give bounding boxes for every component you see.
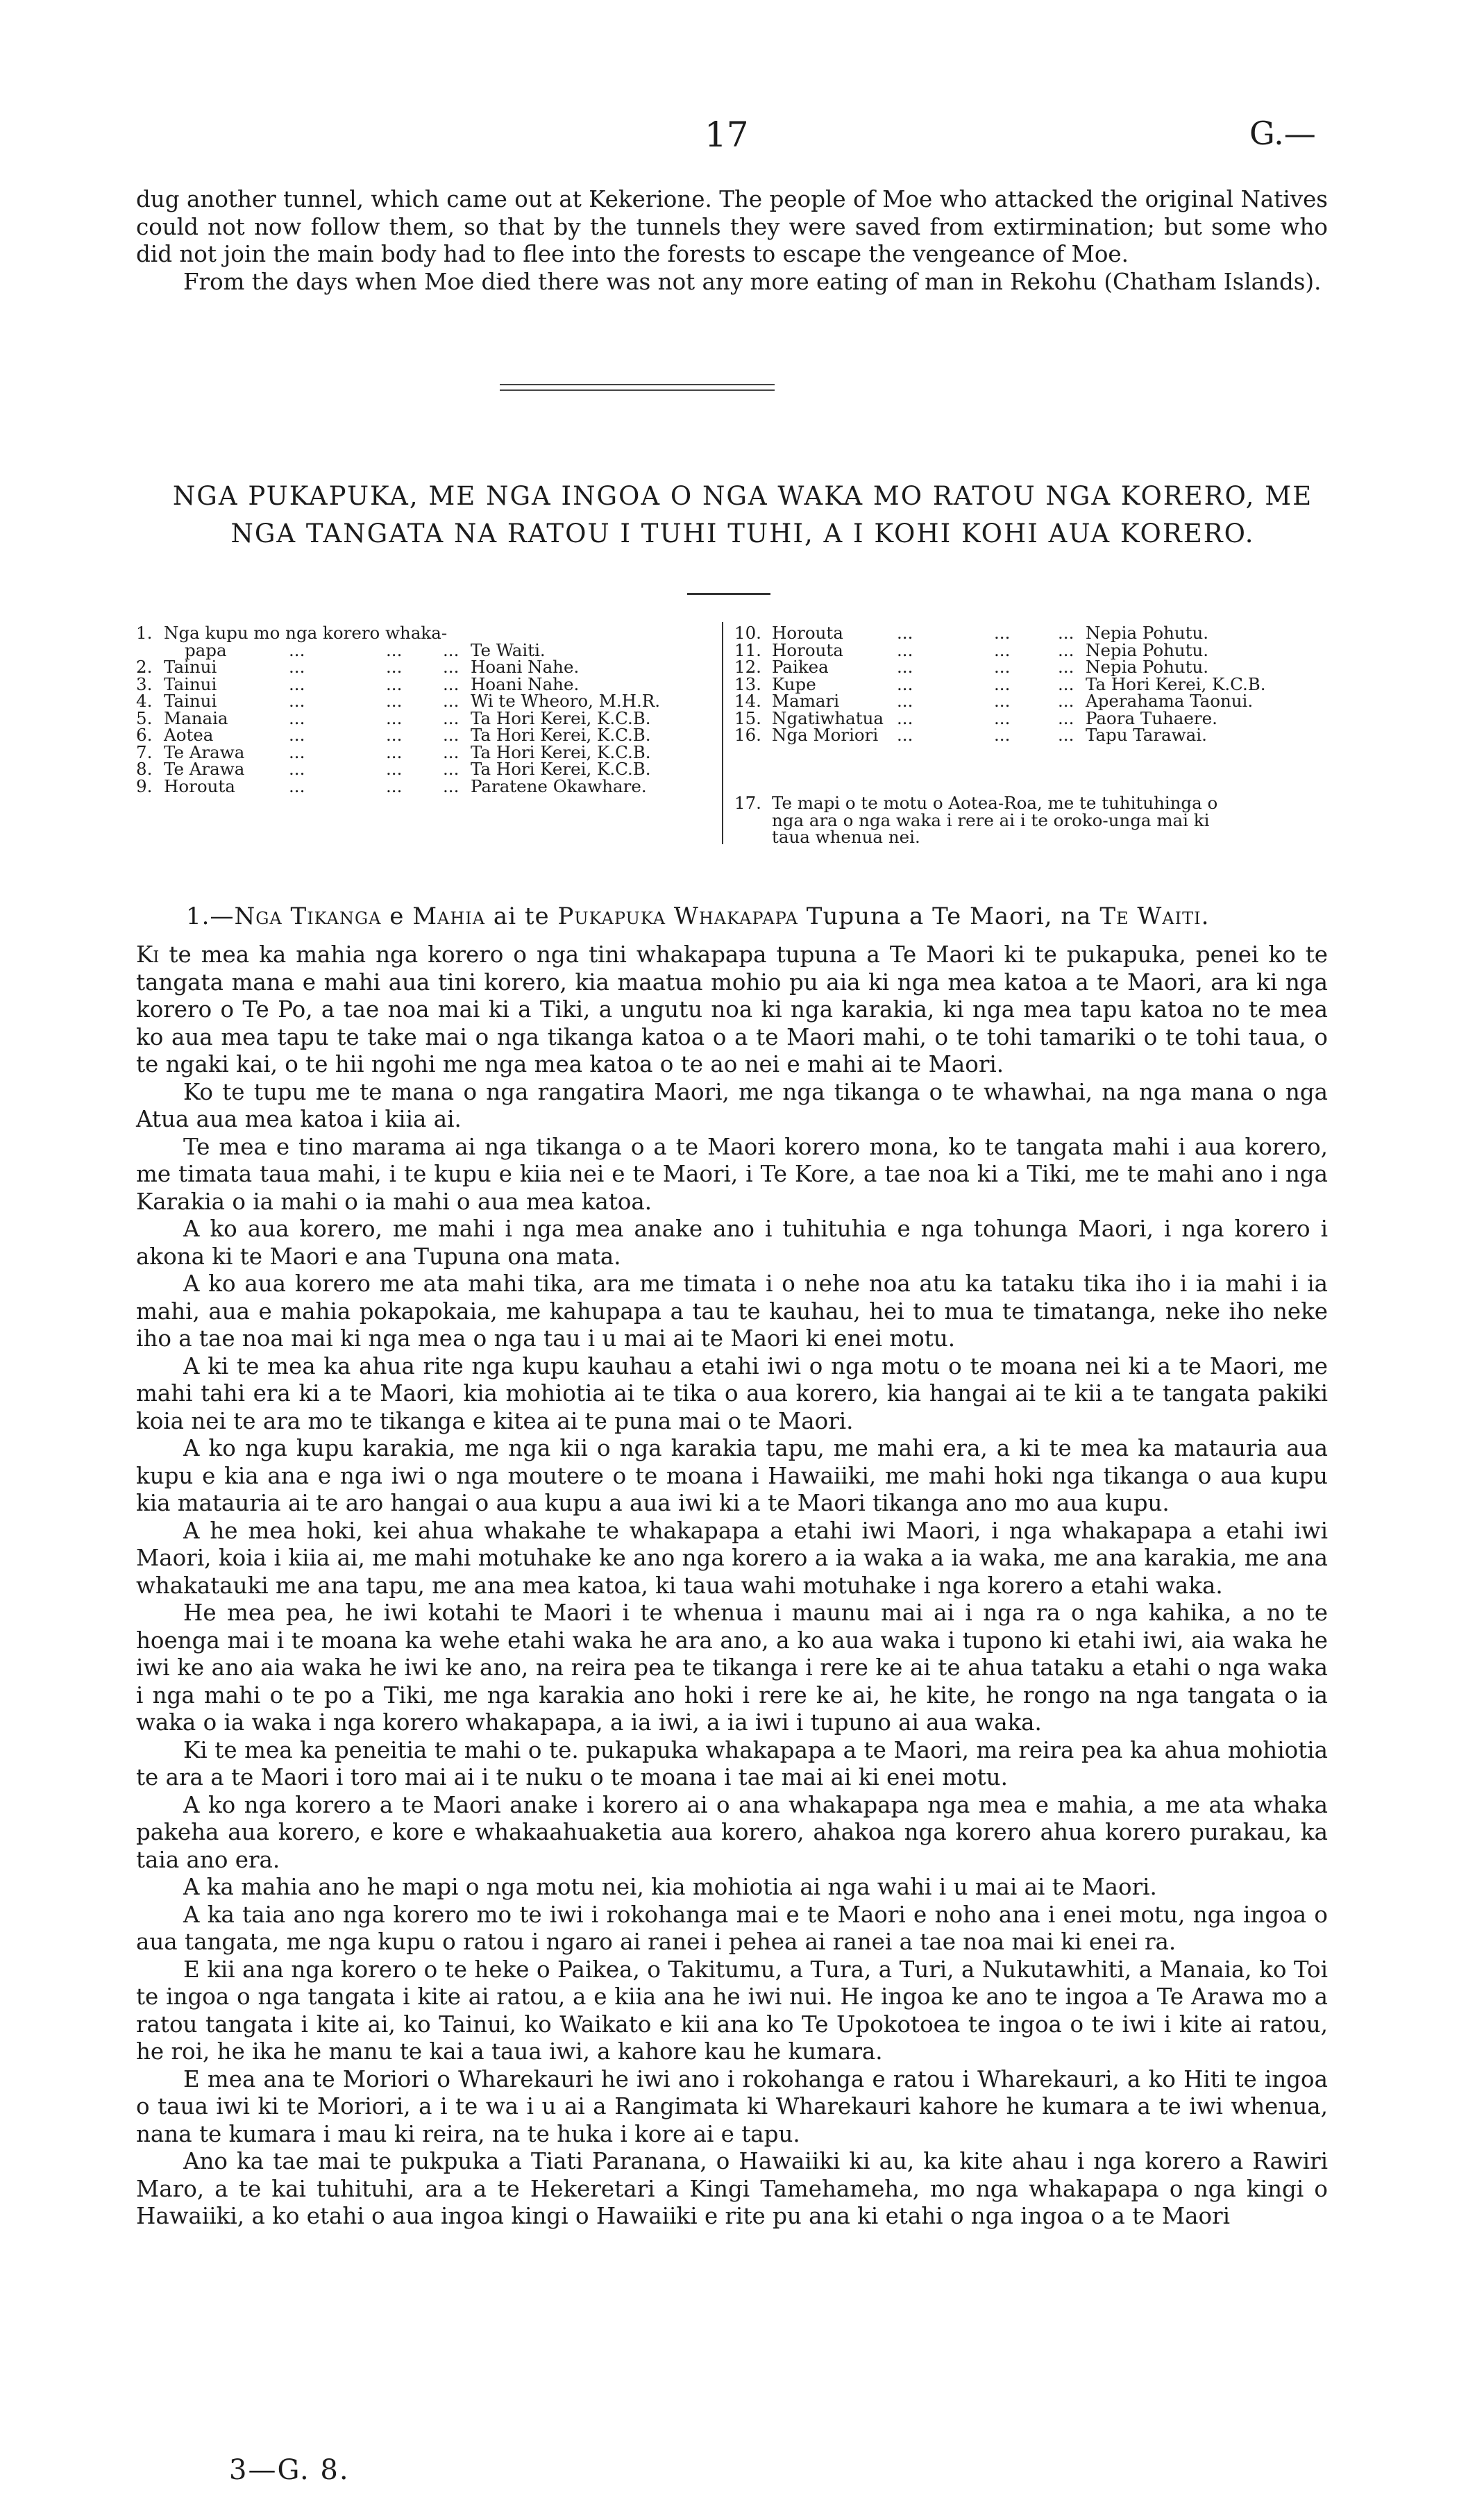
subsection-number: 1.— xyxy=(186,903,235,930)
contents-item-number: 3. xyxy=(136,673,153,694)
contents-item-title: Tainui xyxy=(164,673,217,694)
contents-item-number: 11. xyxy=(734,639,761,660)
leader-dots: ... xyxy=(443,759,459,779)
body-paragraph: Ko te tupu me te mana o nga rangatira Maori, me nga tikanga o te whawhai, na nga mana o nga Atua aua mea katoa i kiia ai. xyxy=(136,1078,1328,1132)
body-text xyxy=(136,941,1328,2231)
subsection-heading-part-6: Tupuna a Te Maori, na xyxy=(798,903,1100,930)
body-paragraph: A ko nga korero a te Maori anake i korero ai o ana whakapapa nga mea e mahia, a me ata whaka pakeha aua korero, e kore e whakaahuaketia aua korero, ahakoa nga korero ahua korero purakau, ka taia ano era. xyxy=(136,1791,1328,1873)
contents-item-title: Nga kupu mo nga korero whaka- xyxy=(164,623,448,643)
leader-dots: ... xyxy=(386,725,403,745)
leader-dots: ... xyxy=(386,707,403,728)
subsection-heading-part-4: ai te xyxy=(485,903,558,930)
opening-paragraph-1: dug another tunnel, which came out at Kekerione. The people of Moe who attacked the original Natives could not now follow them, so that by the tunnels they were saved from extirmination; but some who did not join the main body had to flee into the forests to escape the vengeance of Moe. xyxy=(136,186,1328,267)
leader-dots: ... xyxy=(443,673,459,694)
subsection-heading-part-5: Pukapuka Whakapapa xyxy=(557,903,798,930)
contents-item xyxy=(734,625,1338,642)
leader-dots: ... xyxy=(897,657,913,677)
body-paragraph: A ko aua korero me ata mahi tika, ara me timata i o nehe noa atu ka tataku tika iho i ia mahi i ia mahi, aua e mahia pokapokaia, me kahupapa a tau te kauhau, hei to mua te timatanga, neke iho neke iho a tae noa mai ki nga mea o nga tau i u mai ai te Maori ki enei motu. xyxy=(136,1270,1328,1352)
contents-item-number: 14. xyxy=(734,691,761,711)
contents-item xyxy=(136,639,712,660)
contents-item-number: 6. xyxy=(136,725,153,745)
contents-item xyxy=(136,625,712,642)
leader-dots: ... xyxy=(1058,707,1074,728)
contents-item-author: Ta Hori Kerei, K.C.B. xyxy=(1086,673,1266,694)
contents-item-number: 4. xyxy=(136,691,153,711)
page-footer: 3—G. 8. xyxy=(229,2454,350,2486)
section-title xyxy=(104,478,1381,553)
contents-item-author: Tapu Tarawai. xyxy=(1086,725,1207,745)
opening-paragraph-2: From the days when Moe died there was not any more eating of man in Rekohu (Chatham Islands). xyxy=(183,268,1322,295)
contents-item-number: 9. xyxy=(136,775,153,796)
contents-item-author: Nepia Pohutu. xyxy=(1086,623,1209,643)
body-paragraph: Ano ka tae mai te pukpuka a Tiati Paranana, o Hawaiiki ki au, ka kite ahau i nga korero a Rawiri Maro, a te kai tuhituhi, ara a te Hekeretari a Kingi Tamehameha, mo nga whakapapa o nga kingi o Hawaiiki, a ko etahi o aua ingoa kingi o Hawaiiki e rite pu ana ki etahi o nga ingoa o a te Maori xyxy=(136,2148,1328,2229)
leader-dots: ... xyxy=(289,657,305,677)
leader-dots: ... xyxy=(897,623,913,643)
subsection-heading-part-1: Nga Tikanga xyxy=(234,903,382,930)
contents-item-title: Horouta xyxy=(164,775,235,796)
contents-item-author: Nepia Pohutu. xyxy=(1086,639,1209,660)
leader-dots: ... xyxy=(289,707,305,728)
body-paragraph: A ka mahia ano he mapi o nga motu nei, kia mohiotia ai nga wahi i u mai ai te Maori. xyxy=(183,1874,1157,1900)
body-paragraph: A ki te mea ka ahua rite nga kupu kauhau a etahi iwi o nga motu o te moana nei ki a te Maori, me mahi tahi era ki a te Maori, kia mohiotia ai te tika o aua korero, kia hangai ai te kii a te tangata pakiki koia nei te ara mo te tikanga e kitea ai te puna mai o te Maori. xyxy=(136,1352,1328,1434)
leader-dots: ... xyxy=(897,639,913,660)
leader-dots: ... xyxy=(443,775,459,796)
contents-item-number: 1. xyxy=(136,623,153,643)
contents-item-number: 8. xyxy=(136,759,153,779)
contents-item-title: Kupe xyxy=(772,673,816,694)
contents-item-number: 7. xyxy=(136,741,153,762)
contents-item-title: Tainui xyxy=(164,691,217,711)
contents-item-author: Ta Hori Kerei, K.C.B. xyxy=(471,759,651,779)
contents-item-number: 15. xyxy=(734,707,761,728)
leader-dots: ... xyxy=(994,691,1011,711)
leader-dots: ... xyxy=(1058,623,1074,643)
contents-item-author: Te Waiti. xyxy=(471,639,546,660)
contents-item-number: 13. xyxy=(734,673,761,694)
leader-dots: ... xyxy=(994,657,1011,677)
contents-item-author: Hoani Nahe. xyxy=(471,673,580,694)
contents-item xyxy=(136,659,712,676)
contents-column-divider xyxy=(722,622,723,844)
body-paragraph: A he mea hoki, kei ahua whakahe te whakapapa a etahi iwi Maori, i nga whakapapa a etahi iwi Maori, koia i kiia ai, me mahi motuhake ke ano nga korero a ia waka a ia waka, me ana karakia, me ana whakatauki me ana tapu, me ana mea katoa, ki taua wahi motuhake i nga korero a etahi waka. xyxy=(136,1517,1328,1599)
contents-item-author: Nepia Pohutu. xyxy=(1086,657,1209,677)
leader-dots: ... xyxy=(386,741,403,762)
leader-dots: ... xyxy=(443,725,459,745)
leader-dots: ... xyxy=(386,691,403,711)
leader-dots: ... xyxy=(386,775,403,796)
contents-item-title: Horouta xyxy=(772,623,843,643)
leader-dots: ... xyxy=(443,691,459,711)
contents-item-title: Aotea xyxy=(164,725,214,745)
leader-dots: ... xyxy=(289,673,305,694)
contents-right-column xyxy=(734,625,1338,744)
contents-item-title: Horouta xyxy=(772,639,843,660)
contents-item-17-line-1: Te mapi o te motu o Aotea-Roa, me te tuhituhinga o xyxy=(772,793,1218,813)
body-paragraph: Ki te mea ka peneitia te mahi o te. pukapuka whakapapa a te Maori, ma reira pea ka ahua mohiotia te ara a te Maori i toro mai ai i te nuku o te moana i tae mai ai ki enei motu. xyxy=(136,1736,1328,1790)
contents-item-17-line-3: taua whenua nei. xyxy=(772,827,920,847)
body-paragraph: A ko aua korero, me mahi i nga mea anake ano i tuhituhia e nga tohunga Maori, i nga korero i akona ki te Maori e ana Tupuna ona mata. xyxy=(136,1216,1328,1270)
leader-dots: ... xyxy=(386,639,403,660)
leader-dots: ... xyxy=(897,691,913,711)
leader-dots: ... xyxy=(289,741,305,762)
leader-dots: ... xyxy=(994,707,1011,728)
opening-text xyxy=(136,186,1328,296)
contents-item-17 xyxy=(734,795,1338,846)
contents-item xyxy=(136,761,712,778)
leader-dots: ... xyxy=(289,759,305,779)
contents-item-number: 16. xyxy=(734,725,761,745)
page-number: 17 xyxy=(705,115,749,155)
leader-dots: ... xyxy=(289,639,305,660)
leader-dots: ... xyxy=(289,725,305,745)
contents-item xyxy=(734,659,1338,676)
contents-item-author: Hoani Nahe. xyxy=(471,657,580,677)
contents-item-title: Paikea xyxy=(772,657,829,677)
leader-dots: ... xyxy=(897,673,913,694)
contents-item-author: Ta Hori Kerei, K.C.B. xyxy=(471,741,651,762)
contents-item-author: Ta Hori Kerei, K.C.B. xyxy=(471,707,651,728)
subsection-heading xyxy=(186,903,1209,930)
contents-item xyxy=(136,727,712,744)
leader-dots: ... xyxy=(443,639,459,660)
body-paragraph: He mea pea, he iwi kotahi te Maori i te whenua i maunu mai ai i nga ra o nga kahika, a no te hoenga mai i te moana ka wehe etahi waka he ara ano, a ko aua waka i tupono ki etahi iwi, aia waka he iwi ke ano aia waka he iwi ke ano, na reira pea te tikanga i rere ke ai te ahua tataku a etahi o nga waka i nga mahi o te po a Tiki, me nga karakia ano hoki i rere ke ai, he kite, he rongo na nga tangata o ia waka o ia waka i nga korero whakapapa, a ia iwi, a ia iwi i tupuno ai aua waka. xyxy=(136,1600,1328,1736)
body-paragraph: E mea ana te Moriori o Wharekauri he iwi ano i rokohanga e ratou i Wharekauri, a ko Hiti te ingoa o taua iwi ki te Moriori, a i te wa i u ai a Rangimata ki Wharekauri kahore he kumara a te iwi whenua, nana te kumara i mau ki reira, na te huka i kore ai e tapu. xyxy=(136,2065,1328,2147)
leader-dots: ... xyxy=(1058,673,1074,694)
contents-item-number: 10. xyxy=(734,623,761,643)
contents-item xyxy=(136,693,712,710)
contents-item xyxy=(734,693,1338,710)
divider-rule-bottom xyxy=(500,389,775,391)
contents-item-number: 17. xyxy=(734,793,761,813)
leader-dots: ... xyxy=(897,725,913,745)
subsection-heading-part-7: Te Waiti. xyxy=(1099,903,1210,930)
contents-item-title: Tainui xyxy=(164,657,217,677)
body-first-paragraph: te mea ka mahia nga korero o nga tini whakapapa tupuna a Te Maori ki te pukapuka, penei ko te tangata mana e mahi aua tini korero, kia maatua mohio pu aia ki nga mea katoa a te Maori, ara ki nga korero o Te Po, a tae noa mai ki a Tiki, a ungutu noa ki nga karakia, ki nga mea tapu katoa no te mea ko aua mea tapu te take mai o nga tikanga katoa o a te Maori mahi, o te tohi tamariki o te tohi taua, o te ngaki kai, o te hii ngohi me nga mea katoa o te ao nei e mahi ai te Maori. xyxy=(136,941,1328,1077)
leader-dots: ... xyxy=(1058,657,1074,677)
contents-item-title: Nga Moriori xyxy=(772,725,879,745)
leader-dots: ... xyxy=(443,741,459,762)
contents-item-17-line-2: nga ara o nga waka i rere ai i te oroko-unga mai ki xyxy=(772,809,1210,830)
contents-item-title: Ngatiwhatua xyxy=(772,707,884,728)
leader-dots: ... xyxy=(994,639,1011,660)
contents-item-author: Paora Tuhaere. xyxy=(1086,707,1217,728)
leader-dots: ... xyxy=(994,725,1011,745)
contents-left-column xyxy=(136,625,712,795)
contents-item-title: papa xyxy=(185,639,227,660)
contents-item xyxy=(734,727,1338,744)
leader-dots: ... xyxy=(897,707,913,728)
leader-dots: ... xyxy=(1058,639,1074,660)
contents-item-title: Mamari xyxy=(772,691,840,711)
title-underline xyxy=(687,593,770,595)
leader-dots: ... xyxy=(443,657,459,677)
body-paragraph: E kii ana nga korero o te heke o Paikea, o Takitumu, a Tura, a Turi, a Nukutawhiti, a Manaia, ko Toi te ingoa o nga tangata i kite ai ratou, a e kiia ana he iwi nui. He ingoa ke ano te ingoa a Te Arawa mo a ratou tangata i kite ai, ko Tainui, ko Waikato e kii ana ko Te Upokotoea te ingoa o te iwi i kite ai ratou, he roi, he ika he manu te kai a taua iwi, a kahore kau he kumara. xyxy=(136,1956,1328,2065)
contents-item-number: 12. xyxy=(734,657,761,677)
divider-rule-top xyxy=(500,384,775,385)
leader-dots: ... xyxy=(386,759,403,779)
contents-item-number: 2. xyxy=(136,657,153,677)
contents-item-author: Ta Hori Kerei, K.C.B. xyxy=(471,725,651,745)
body-first-word: Ki xyxy=(136,941,160,968)
section-title-line-2: NGA TANGATA NA RATOU I TUHI TUHI, A I KOHI KOHI AUA KORERO. xyxy=(230,519,1255,548)
body-paragraph: Te mea e tino marama ai nga tikanga o a te Maori korero mona, ko te tangata mahi i aua korero, me timata taua mahi, i te kupu e kiia nei e te Maori, i Te Kore, a tae noa ki a Tiki, me te mahi ano i nga Karakia o ia mahi o ia mahi o aua mea katoa. xyxy=(136,1133,1328,1215)
leader-dots: ... xyxy=(994,673,1011,694)
contents-item xyxy=(136,775,712,796)
subsection-heading-part-2: e xyxy=(381,903,413,930)
leader-dots: ... xyxy=(386,673,403,694)
document-code: G.— xyxy=(1249,115,1316,152)
contents-item-title: Manaia xyxy=(164,707,228,728)
contents-item-title: Te Arawa xyxy=(164,741,245,762)
contents-item-title: Te Arawa xyxy=(164,759,245,779)
leader-dots: ... xyxy=(1058,691,1074,711)
body-paragraph-first xyxy=(136,941,1328,1079)
body-paragraph: A ka taia ano nga korero mo te iwi i rokohanga mai e te Maori e noho ana i enei motu, nga ingoa o aua tangata, me nga kupu o ratou i ngaro ai ranei i pehea ai ranei a tae noa mai ki enei ra. xyxy=(136,1901,1328,1955)
body-paragraph: A ko nga kupu karakia, me nga kii o nga karakia tapu, me mahi era, a ki te mea ka matauria aua kupu e kia ana e nga iwi o nga moutere o te moana i Hawaiiki, me mahi hoki nga tikanga o aua kupu kia matauria ai te aro hangai o aua kupu a aua iwi ki a te Maori tikanga ano mo aua kupu. xyxy=(136,1435,1328,1516)
leader-dots: ... xyxy=(1058,725,1074,745)
leader-dots: ... xyxy=(289,775,305,796)
leader-dots: ... xyxy=(994,623,1011,643)
leader-dots: ... xyxy=(386,657,403,677)
section-title-line-1: NGA PUKAPUKA, ME NGA INGOA O NGA WAKA MO RATOU NGA KORERO, ME xyxy=(172,481,1313,511)
subsection-heading-part-3: Mahia xyxy=(412,903,486,930)
contents-item-author: Paratene Okawhare. xyxy=(471,775,647,796)
contents-item-author: Wi te Wheoro, M.H.R. xyxy=(471,691,661,711)
contents-item-author: Aperahama Taonui. xyxy=(1086,691,1254,711)
leader-dots: ... xyxy=(289,691,305,711)
leader-dots: ... xyxy=(443,707,459,728)
contents-item-number: 5. xyxy=(136,707,153,728)
